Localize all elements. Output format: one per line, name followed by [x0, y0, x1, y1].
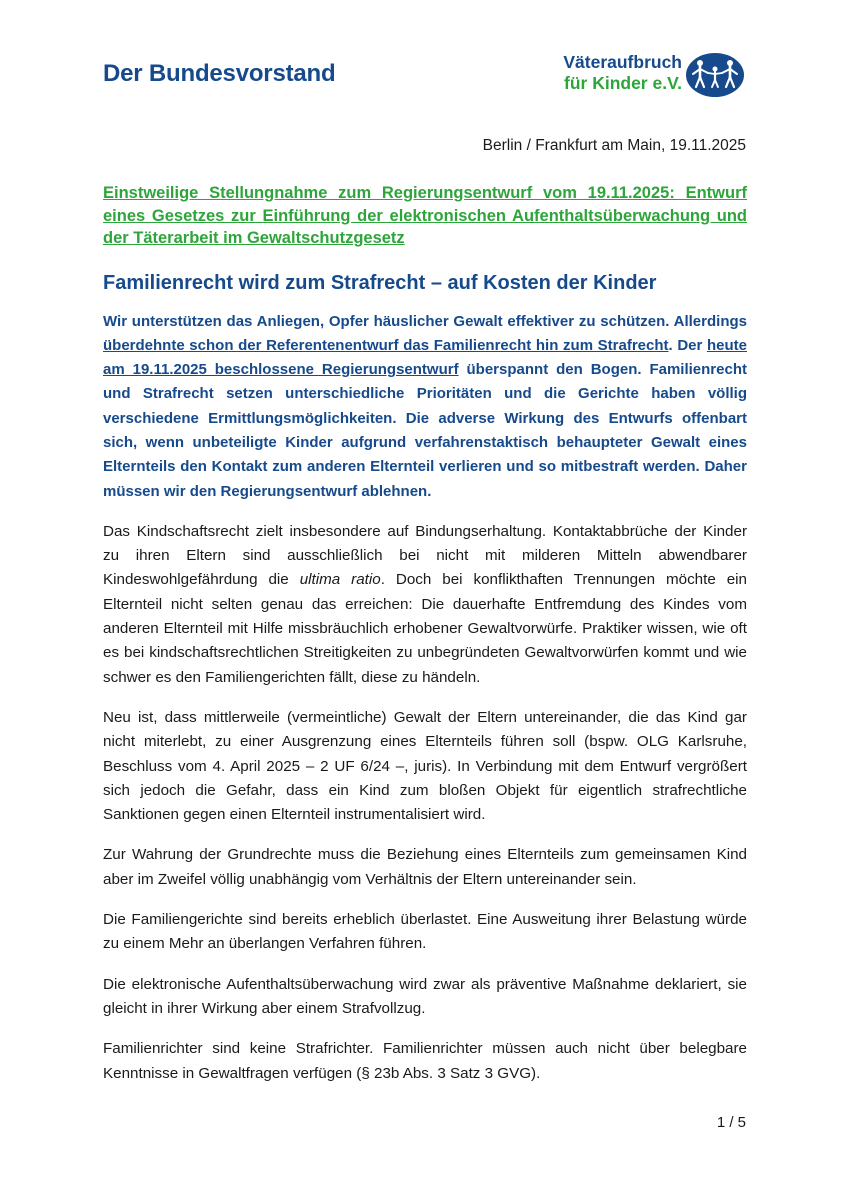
paragraph-1-italic: ultima ratio	[299, 571, 381, 589]
logo-line-2: für Kinder e.V.	[564, 73, 682, 93]
lead-text-1: Wir unterstützen das Anliegen, Opfer häuslicher Gewalt effektiver zu schützen. Allerdings	[103, 312, 747, 330]
page-number: 1 / 5	[716, 1114, 746, 1131]
headline: Familienrecht wird zum Strafrecht – auf Kosten der Kinder	[103, 271, 657, 294]
lead-text-3: überspannt den Bogen. Familienrecht und Strafrecht setzen unterschiedliche Prioritäten und die Gerichte haben völlig verschiedene Ermittlungsmöglichkeiten. Die adverse Wirkung des Entwurfs offenbart sich, wenn unbeteiligte Kinder aufgrund verfahrenstaktisch behaupteter Gewalt eines Elternteils den Kontakt zum anderen Elternteil verlieren und so mitbestraft werden. Daher müssen wir den Regierungsentwurf ablehnen.	[103, 361, 747, 500]
logo-text	[548, 52, 682, 94]
regierungsentwurf-link[interactable]: heute am 19.11.2025 beschlossene Regierungsentwurf	[103, 336, 747, 379]
lead-text-2: . Der	[668, 336, 707, 354]
referentenentwurf-link[interactable]: überdehnte schon der Referentenentwurf das Familienrecht hin zum Strafrecht	[103, 336, 669, 354]
lead-paragraph	[103, 310, 747, 504]
body-paragraph-5: Die elektronische Aufenthaltsüberwachung wird zwar als präventive Maßnahme deklariert, sie gleicht in ihrer Wirkung aber einem Strafvollzug.	[103, 975, 747, 1017]
dateline: Berlin / Frankfurt am Main, 19.11.2025	[482, 137, 746, 154]
family-holding-hands-icon	[685, 52, 745, 98]
body-paragraph-1	[103, 520, 747, 690]
subject-line: Einstweilige Stellungnahme zum Regierungsentwurf vom 19.11.2025: Entwurf eines Gesetzes zur Einführung der elektronischen Aufenthaltsüberwachung und der Täterarbeit im Gewaltschutzgesetz	[103, 184, 747, 247]
body-paragraph-2: Neu ist, dass mittlerweile (vermeintliche) Gewalt der Eltern untereinander, die das Kind gar nicht miterlebt, zu einer Ausgrenzung eines Elternteils führen soll (bspw. OLG Karlsruhe, Beschluss vom 4. April 2025 – 2 UF 6/24 –, juris). In Verbindung mit dem Entwurf vergrößert sich jedoch die Gefahr, dass ein Kind zum bloßen Objekt für eigentlich strafrechtliche Sanktionen gegen einen Elternteil instrumentalisiert wird.	[103, 708, 747, 824]
body-paragraph-4: Die Familiengerichte sind bereits erheblich überlastet. Eine Ausweitung ihrer Belastung würde zu einem Mehr an überlangen Verfahren führen.	[103, 911, 747, 953]
organization-logo	[548, 52, 748, 100]
paragraph-1-text-after: . Doch bei konflikthaften Trennungen möchte ein Elternteil nicht selten genau das erreichen: Die dauerhafte Entfremdung des Kindes vom anderen Elternteil mit Hilfe missbräuchlich erhobener Gewaltvorwürfe. Praktiker wissen, wie oft es bei kindschaftsrechtlichen Streitigkeiten zu unbegründeten Gewaltvorwürfen kommt und wie schwer es den Familiengerichten fällt, diese zu händeln.	[103, 571, 747, 686]
document-body	[103, 182, 747, 1086]
paragraph-1-text-before: Das Kindschaftsrecht zielt insbesondere auf Bindungserhaltung. Kontaktabbrüche der Kinder zu ihren Eltern sind ausschließlich bei nicht mit milderen Mitteln abwendbarer Kindeswohlgefährdung die	[103, 522, 747, 589]
body-paragraph-3: Zur Wahrung der Grundrechte muss die Beziehung eines Elternteils zum gemeinsamen Kind aber im Zweifel völlig unabhängig vom Verhältnis der Eltern untereinander sein.	[103, 846, 747, 888]
body-paragraph-6: Familienrichter sind keine Strafrichter. Familienrichter müssen auch nicht über belegbare Kenntnisse in Gewaltfragen verfügen (§ 23b Abs. 3 Satz 3 GVG).	[103, 1040, 747, 1082]
page-header-title: Der Bundesvorstand	[103, 60, 336, 87]
logo-line-1: Väteraufbruch	[563, 52, 682, 72]
